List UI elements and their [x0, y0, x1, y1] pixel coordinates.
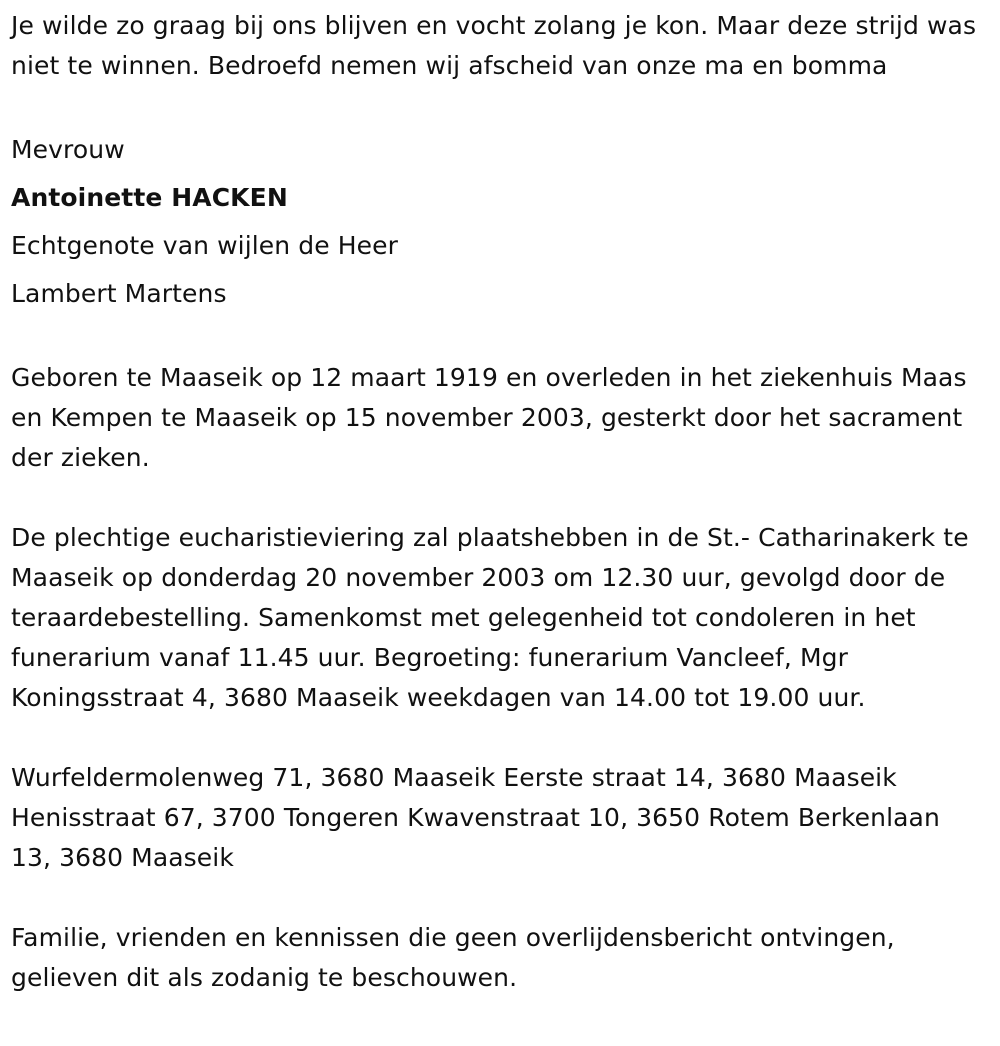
spacer	[11, 318, 986, 358]
spacer	[11, 878, 986, 918]
salutation: Mevrouw	[11, 135, 125, 164]
closing-paragraph: Familie, vrienden en kennissen die geen overlijdensbericht ontvingen, gelieven dit als zodanig te beschouwen.	[11, 923, 895, 992]
spacer	[11, 86, 986, 126]
spacer	[11, 478, 986, 518]
intro-paragraph: Je wilde zo graag bij ons blijven en vocht zolang je kon. Maar deze strijd was niet te winnen. Bedroefd nemen wij afscheid van onze ma en bomma	[11, 11, 977, 80]
birth-death-paragraph: Geboren te Maaseik op 12 maart 1919 en overleden in het ziekenhuis Maas en Kempen te Maaseik op 15 november 2003, gesterkt door het sacrament der zieken.	[11, 363, 967, 472]
spouse-line-2: Lambert Martens	[11, 279, 227, 308]
deceased-name: Antoinette HACKEN	[11, 183, 288, 212]
addresses-paragraph: Wurfeldermolenweg 71, 3680 Maaseik Eerste straat 14, 3680 Maaseik Henisstraat 67, 3700 Tongeren Kwavenstraat 10, 3650 Rotem Berkenlaan 13, 3680 Maaseik	[11, 763, 940, 872]
ceremony-paragraph: De plechtige eucharistieviering zal plaatshebben in de St.- Catharinakerk te Maaseik op donderdag 20 november 2003 om 12.30 uur, gevolgd door de teraardebestelling. Samenkomst met gelegenheid tot condoleren in het funerarium vanaf 11.45 uur. Begroeting: funerarium Vancleef, Mgr Koningsstraat 4, 3680 Maaseik weekdagen van 14.00 tot 19.00 uur.	[11, 523, 969, 712]
spouse-line-1: Echtgenote van wijlen de Heer	[11, 231, 399, 260]
spacer	[11, 718, 986, 758]
obituary-document	[11, 6, 986, 998]
